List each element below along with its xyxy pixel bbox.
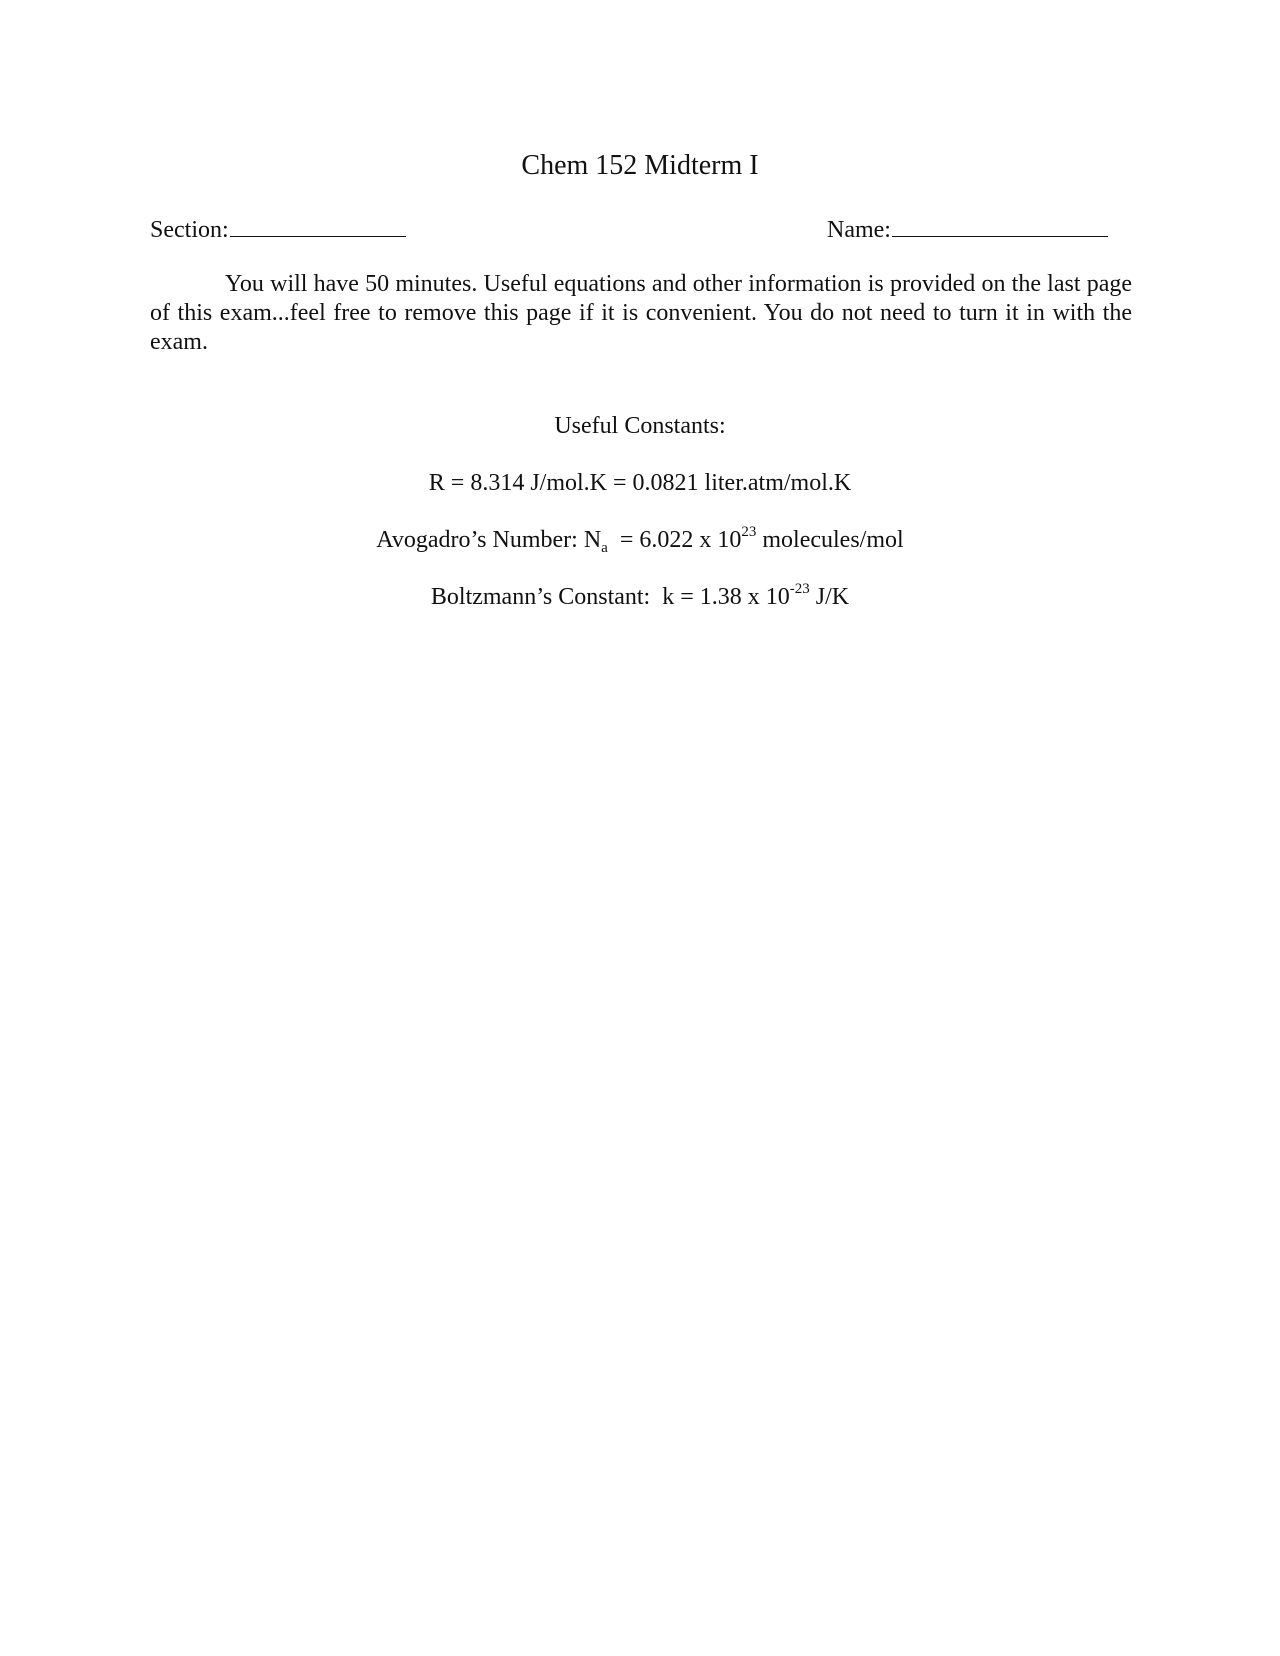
boltzmann-label: Boltzmann’s Constant: k = 1.38 x 10 [430,584,790,610]
avogadro-subscript: a [601,540,608,556]
avogadro-line [0,524,1280,556]
name-blank-line [892,212,1108,237]
name-field [827,212,1108,244]
avogadro-label: Avogadro’s Number: N [376,527,602,553]
constants-heading: Useful Constants: [554,413,726,439]
exam-instructions: You will have 50 minutes. Useful equations and other information is provided on the last page of this exam...feel free to remove this page if it is convenient. You do not need to turn it in with the exam. [150,271,1132,355]
boltzmann-line [0,581,1280,611]
boltzmann-unit: J/K [809,584,850,610]
avogadro-exponent: 23 [741,524,757,540]
boltzmann-exponent: -23 [789,581,810,597]
exam-title: Chem 152 Midterm I [521,150,759,181]
section-blank-line [230,212,406,237]
section-label: Section: [150,217,229,243]
section-field [150,212,406,244]
name-label: Name: [827,217,891,243]
avogadro-unit: molecules/mol [756,527,904,553]
gas-constant-line: R = 8.314 J/mol.K = 0.0821 liter.atm/mol.K [428,470,852,496]
avogadro-value: = 6.022 x 10 [607,527,742,553]
